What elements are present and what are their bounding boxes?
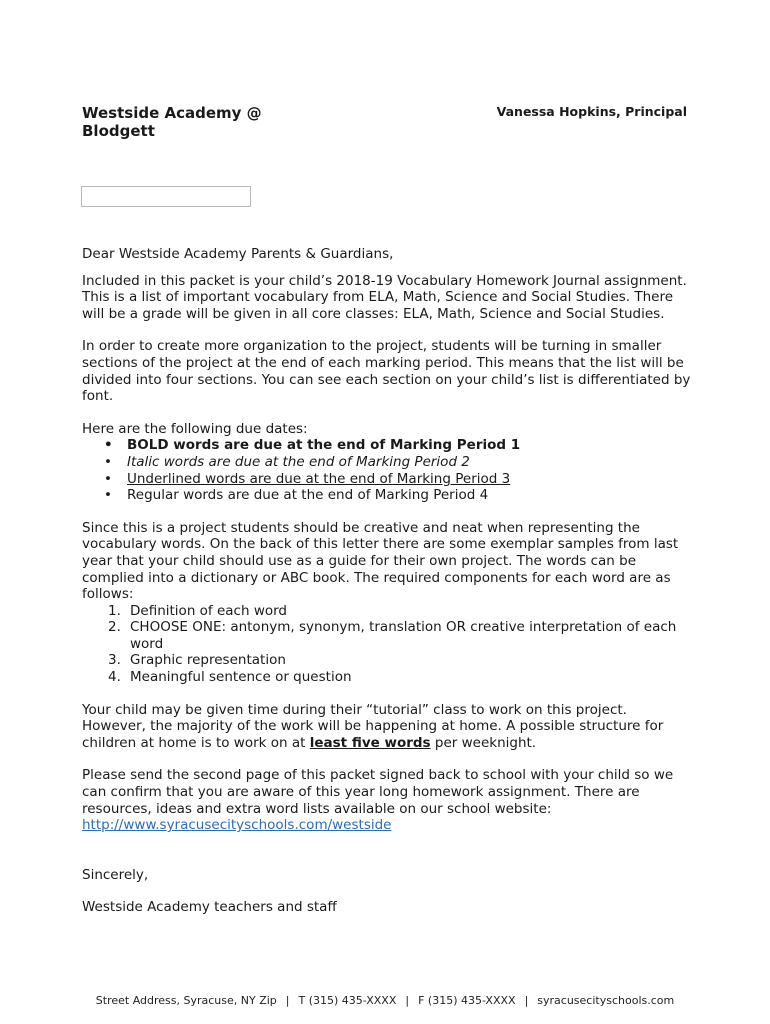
list-number: 1. <box>108 602 121 619</box>
paragraph-project: Since this is a project students should be creative and neat when representing the vocabulary words. On the back of this letter there are some exemplar samples from last year that your child should use as a guide for their own project. The words can be complied into a dictionary or ABC book. The required components for each word are as follows: <box>82 519 679 603</box>
website-link[interactable]: http://www.syracusecityschools.com/westside <box>82 817 392 834</box>
paragraph-tutorial <box>82 702 692 752</box>
component-text: CHOOSE ONE: antonym, synonym, translation OR creative interpretation of each word <box>130 619 677 652</box>
component-text: Graphic representation <box>130 652 286 669</box>
footer-separator: | <box>285 994 290 1007</box>
footer-separator: | <box>524 994 529 1007</box>
due-item-text: Italic words are due at the end of Marking Period 2 <box>127 453 470 470</box>
letter-body <box>82 246 692 916</box>
tutorial-text-end: per weeknight. <box>430 734 537 751</box>
component-item <box>82 652 692 669</box>
component-text: Definition of each word <box>130 602 287 619</box>
list-number: 3. <box>108 652 121 669</box>
due-dates-list <box>82 437 692 503</box>
component-item <box>82 669 692 686</box>
bullet-icon: • <box>104 437 113 454</box>
component-item <box>82 619 692 652</box>
salutation: Dear Westside Academy Parents & Guardians, <box>82 246 394 262</box>
components-list <box>82 603 692 686</box>
footer-separator: | <box>405 994 410 1007</box>
footer-phone: T (315) 435-XXXX <box>298 994 397 1007</box>
principal-name: Vanessa Hopkins, Principal <box>496 104 687 119</box>
component-text: Meaningful sentence or question <box>130 669 352 686</box>
due-item-text: BOLD words are due at the end of Marking Period 1 <box>127 437 521 454</box>
paragraph-organization: In order to create more organization to the project, students will be turning in smaller sections of the project at the end of each marking period. This means that the list will be divided into four sections. You can see each section on your child’s list is differentiated by font. <box>82 338 691 405</box>
bullet-icon: • <box>104 487 112 504</box>
closing: Sincerely, <box>82 866 149 883</box>
due-item-bold <box>82 437 692 454</box>
list-number: 2. <box>108 619 121 636</box>
tutorial-text-start: Your child may be given time during their “tutorial” class to work on this project. However, the majority of the work will be happening at home. A possible structure for children at home is to work on at <box>82 701 664 751</box>
footer-address: Street Address, Syracuse, NY Zip <box>95 994 277 1007</box>
website-link-line <box>82 817 692 834</box>
emphasis-least-five-words: least five words <box>309 734 431 751</box>
bullet-icon: • <box>104 453 112 470</box>
signature: Westside Academy teachers and staff <box>82 899 337 916</box>
paragraph-intro: Included in this packet is your child’s 2018-19 Vocabulary Homework Journal assignment. This is a list of important vocabulary from ELA, Math, Science and Social Studies. There will be a grade will be given in all core classes: ELA, Math, Science and Social Studies. <box>82 272 687 322</box>
component-item <box>82 603 692 620</box>
due-item-underlined <box>82 471 692 488</box>
due-dates-intro: Here are the following due dates: <box>82 420 308 437</box>
footer-fax: F (315) 435-XXXX <box>418 994 516 1007</box>
blank-field-box <box>81 186 251 207</box>
due-item-regular <box>82 487 692 504</box>
paragraph-signature-request: Please send the second page of this packet signed back to school with your child so we can confirm that you are aware of this year long homework assignment. There are resources, ideas and extra word lists available on our school website: <box>82 767 674 817</box>
due-item-italic <box>82 454 692 471</box>
footer <box>0 994 770 1008</box>
due-item-text: Underlined words are due at the end of Marking Period 3 <box>127 470 511 487</box>
due-item-text: Regular words are due at the end of Marking Period 4 <box>127 487 489 504</box>
bullet-icon: • <box>104 470 112 487</box>
school-name: Westside Academy @ Blodgett <box>82 104 262 140</box>
footer-website: syracusecityschools.com <box>537 994 675 1007</box>
list-number: 4. <box>108 669 121 686</box>
